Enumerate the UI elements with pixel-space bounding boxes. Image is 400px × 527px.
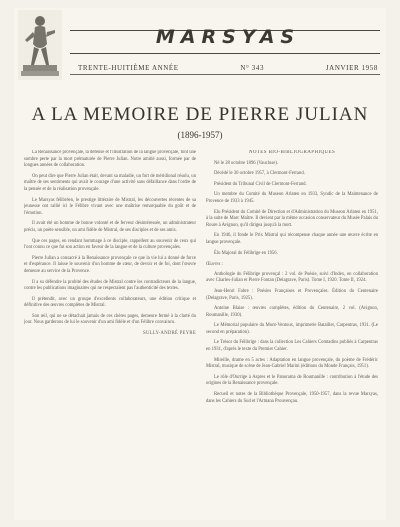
left-column (24, 150, 196, 520)
issue-date: JANVIER 1958 (325, 64, 378, 72)
issue-number: N° 343 (240, 64, 265, 72)
note: Président du Tribunal Civil de Clermont-Ferrand. (214, 181, 307, 187)
article-title: A LA MEMOIRE DE PIERRE JULIAN (31, 104, 369, 125)
paragraph: Que ces pages, en rendant hommage à ce disciple, rappellent au souvenir de ceux qui l'ont connu ce que fut son action en faveur de la langue et de la culture provençales. (24, 238, 196, 251)
paragraph: Il avait été un homme de bonne volonté et de ferveur désintéressée, un administrateur précis, un poète sensible, un ami fidèle de Mistral, de ses disciples et de ses amis. (24, 221, 196, 233)
work-entry: Le rôle d'Ourrige à Aspres et le Panorama de Roumanille : contribution à l'étude des origines de la Renaissance provençale. (206, 374, 378, 387)
article-dates: (1896-1957) (177, 130, 223, 140)
work-entry: Le Mémorial populaire du Mont-Ventoux, imprimerie Batailler, Carpentras, 1931. (Le second en préparation). (206, 323, 378, 335)
issue-info-line (78, 64, 378, 72)
work-entry: Le Trésor du Félibrige : dans la collection Les Cahiers Comtadins publiés à Carpentras en 1931, d'après le texte du Premier Cahier. (206, 340, 378, 353)
note: En 1946, il fonde le Prix Mistral qui récompense chaque année une œuvre écrite en langue provençale. (206, 233, 378, 245)
note: Né le 28 octobre 1896 (Vaucluse). (214, 160, 279, 166)
header-divider (70, 74, 380, 75)
author-signature: SULLY-ANDRÉ PEYRE (143, 331, 196, 337)
work-entry: Anthologie du Félibrige provençal : 2 vol. de Poésie, suivi d'Index, en collaboration avec Charles-Julian et Pierre Fontan (Delagrave, Paris). Tome I, 1920. Tome II, 1924. (206, 271, 378, 284)
note: Elu Président du Comité de Direction et d'Administration du Museon Arlaten en 1951, à la suite de Marc Maître. Il devient par la même occasion conservateur du Musée Palais du Roure à Avignon, qu'il dirigea jusqu'à la mort. (206, 209, 378, 228)
issue-year: TRENTE-HUITIÈME ANNÉE (78, 64, 179, 72)
masthead-title: MARSYAS (155, 26, 301, 48)
paragraph: Son œil, qui ne se détachait jamais de ces chères pages, demeure fermé à la clarté du jour. Nous garderons de lui le souvenir d'un ami fidèle et d'un Félibre convaincu. (24, 313, 196, 326)
paragraph: Le Marsyas félibréen, le prestige littéraire de Mistral, les découvertes récentes de sa jeunesse ont rallié ici le Félibre vivant avec une maîtrise remarquable du goût et de l'émotion. (24, 197, 196, 216)
note: Décédé le 30 octobre 1957, à Clermont-Ferrand. (214, 171, 305, 177)
work-entry: Jean-Henri Fabre : Poésies Françaises et Provençales. Édition du Centenaire (Delagrave, Paris, 1925). (206, 288, 378, 301)
marsyas-figure-illustration (18, 10, 62, 80)
paragraph: On peut dire que Pierre Julian était, devant sa maladie, un fort de méridional résolu, un maître de ses sentiments qui avait le courage d'une activité sans défaillance dans l'ordre de la pensée et de la réalisation provençale. (24, 173, 196, 192)
right-column (206, 150, 378, 520)
journal-header (14, 8, 386, 82)
notes-heading: NOTES BIO-BIBLIOGRAPHIQUES (248, 150, 336, 155)
work-entry: Mireille, drame en 5 actes : Adaptation en langue provençale, du poème de Frédéric Mistral, musique de scène de Jean-Gabriel Marini (éditions du Monde Français, 1951). (206, 357, 378, 370)
paragraph: La Renaissance provençale, la défense et l'illustration de la langue provençale, font une sombre perte par la mort prématurée de Pierre Julian. Notre amitié aussi, formée par de longues années de collaboration. (24, 150, 196, 169)
note: Élu Majoral du Félibrige en 1956. (214, 250, 278, 256)
paragraph: Il prétendit, avec un groupe d'excellents collaborateurs, une édition critique et définitive des œuvres complètes de Mistral. (24, 296, 196, 309)
work-entry: Recueil et notes de la Bibliothèque Provençale, 1950-1957, dans la revue Marsyas, dans les Cahiers du Sud et l'Armana Prouvençau. (206, 392, 378, 404)
paragraph: Pierre Julian a consacré à la Renaissance provençale ce que la vie lui a donné de force et d'espérance. Il laisse le souvenir d'un homme de cœur, de devoir et de foi, dont l'œuvre demeure au service de la Provence. (24, 255, 196, 274)
document-page (14, 8, 386, 520)
paragraph: Il a su défendre la probité des études de Mistral contre les contradicteurs de la langue, contre les publications imaginaires qui ne respectaient pas l'authenticité des textes. (24, 279, 196, 292)
work-entry: Antoine Blaise : œuvres complètes, édition du Centenaire, 2 vol. (Avignon, Roumanille, 1930). (206, 306, 378, 318)
note: Un membre du Comité du Museon Arlaten en 1933, Syndic de la Maintenance de Provence de 1933 à 1945. (206, 192, 378, 204)
works-heading: Œuvres : (206, 262, 224, 268)
